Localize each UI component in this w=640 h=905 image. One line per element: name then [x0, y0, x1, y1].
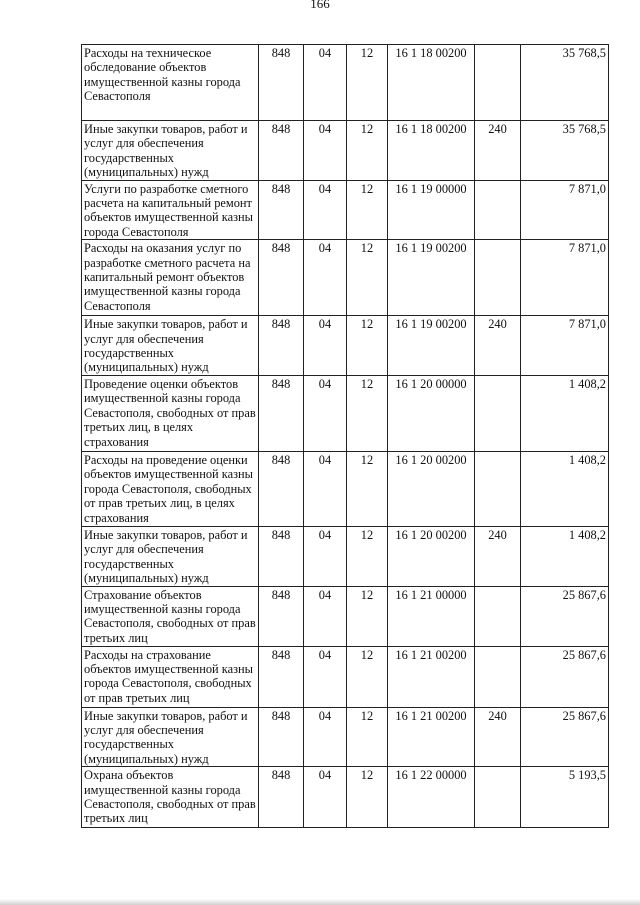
cell-subsection: 12 — [347, 375, 388, 451]
cell-subsection: 12 — [347, 316, 388, 376]
cell-target-article: 16 1 18 00200 — [388, 45, 475, 121]
cell-target-article: 16 1 20 00200 — [388, 451, 475, 526]
cell-expense-type: 240 — [475, 121, 521, 181]
table-row — [82, 121, 609, 181]
cell-subsection: 12 — [347, 707, 388, 767]
cell-name: Иные закупки товаров, работ и услуг для обеспечения государственных (муниципальных) нужд — [82, 526, 259, 586]
cell-section: 04 — [304, 526, 347, 586]
cell-expense-type — [475, 45, 521, 121]
table-row — [82, 45, 609, 121]
cell-ministry-code: 848 — [259, 375, 304, 451]
table-row — [82, 646, 609, 707]
cell-name: Иные закупки товаров, работ и услуг для обеспечения государственных (муниципальных) нужд — [82, 121, 259, 181]
cell-amount: 25 867,6 — [521, 707, 609, 767]
page-number: 166 — [310, 0, 330, 11]
cell-subsection: 12 — [347, 45, 388, 121]
cell-target-article: 16 1 21 00200 — [388, 707, 475, 767]
cell-expense-type — [475, 646, 521, 707]
table-row — [82, 180, 609, 240]
cell-ministry-code: 848 — [259, 240, 304, 316]
cell-target-article: 16 1 19 00200 — [388, 240, 475, 316]
cell-ministry-code: 848 — [259, 180, 304, 240]
cell-name: Расходы на проведение оценки объектов имущественной казны города Севастополя, свободных от прав третьих лиц, в целях страхования — [82, 451, 259, 526]
cell-expense-type — [475, 451, 521, 526]
cell-target-article: 16 1 22 00000 — [388, 767, 475, 828]
cell-target-article: 16 1 18 00200 — [388, 121, 475, 181]
cell-expense-type: 240 — [475, 526, 521, 586]
cell-target-article: 16 1 19 00200 — [388, 316, 475, 376]
cell-section: 04 — [304, 180, 347, 240]
cell-ministry-code: 848 — [259, 586, 304, 646]
cell-ministry-code: 848 — [259, 767, 304, 828]
cell-expense-type — [475, 375, 521, 451]
cell-ministry-code: 848 — [259, 646, 304, 707]
cell-amount: 25 867,6 — [521, 646, 609, 707]
cell-subsection: 12 — [347, 526, 388, 586]
cell-name: Расходы на страхование объектов имущественной казны города Севастополя, свободных от прав третьих лиц — [82, 646, 259, 707]
cell-amount: 1 408,2 — [521, 526, 609, 586]
cell-section: 04 — [304, 707, 347, 767]
table-row — [82, 586, 609, 646]
cell-amount: 7 871,0 — [521, 316, 609, 376]
cell-subsection: 12 — [347, 240, 388, 316]
table-row — [82, 526, 609, 586]
cell-amount: 35 768,5 — [521, 45, 609, 121]
cell-ministry-code: 848 — [259, 45, 304, 121]
cell-name: Иные закупки товаров, работ и услуг для обеспечения государственных (муниципальных) нужд — [82, 707, 259, 767]
cell-subsection: 12 — [347, 121, 388, 181]
cell-expense-type — [475, 767, 521, 828]
cell-ministry-code: 848 — [259, 707, 304, 767]
cell-amount: 25 867,6 — [521, 586, 609, 646]
cell-expense-type — [475, 180, 521, 240]
cell-section: 04 — [304, 451, 347, 526]
cell-section: 04 — [304, 240, 347, 316]
cell-ministry-code: 848 — [259, 316, 304, 376]
cell-name: Охрана объектов имущественной казны города Севастополя, свободных от прав третьих лиц — [82, 767, 259, 828]
cell-section: 04 — [304, 45, 347, 121]
cell-ministry-code: 848 — [259, 451, 304, 526]
cell-subsection: 12 — [347, 646, 388, 707]
cell-expense-type: 240 — [475, 316, 521, 376]
table-row — [82, 767, 609, 828]
cell-amount: 35 768,5 — [521, 121, 609, 181]
cell-section: 04 — [304, 316, 347, 376]
cell-name: Услуги по разработке сметного расчета на капитальный ремонт объектов имущественной казны города Севастополя — [82, 180, 259, 240]
cell-section: 04 — [304, 586, 347, 646]
cell-target-article: 16 1 19 00000 — [388, 180, 475, 240]
cell-expense-type: 240 — [475, 707, 521, 767]
cell-subsection: 12 — [347, 586, 388, 646]
table-row — [82, 316, 609, 376]
budget-table — [81, 44, 609, 828]
cell-target-article: 16 1 20 00200 — [388, 526, 475, 586]
table-row — [82, 707, 609, 767]
cell-name: Расходы на техническое обследование объектов имущественной казны города Севастополя — [82, 45, 259, 121]
cell-subsection: 12 — [347, 451, 388, 526]
table-row — [82, 240, 609, 316]
cell-section: 04 — [304, 646, 347, 707]
cell-target-article: 16 1 21 00000 — [388, 586, 475, 646]
cell-name: Страхование объектов имущественной казны города Севастополя, свободных от прав третьих лиц — [82, 586, 259, 646]
cell-ministry-code: 848 — [259, 121, 304, 181]
cell-amount: 1 408,2 — [521, 451, 609, 526]
cell-name: Иные закупки товаров, работ и услуг для обеспечения государственных (муниципальных) нужд — [82, 316, 259, 376]
cell-target-article: 16 1 21 00200 — [388, 646, 475, 707]
cell-section: 04 — [304, 121, 347, 181]
scan-edge — [0, 899, 640, 905]
cell-amount: 1 408,2 — [521, 375, 609, 451]
table-row — [82, 375, 609, 451]
cell-subsection: 12 — [347, 767, 388, 828]
cell-section: 04 — [304, 375, 347, 451]
cell-amount: 5 193,5 — [521, 767, 609, 828]
cell-amount: 7 871,0 — [521, 180, 609, 240]
cell-ministry-code: 848 — [259, 526, 304, 586]
cell-amount: 7 871,0 — [521, 240, 609, 316]
cell-expense-type — [475, 586, 521, 646]
cell-name: Расходы на оказания услуг по разработке сметного расчета на капитальный ремонт объектов имущественной казны города Севастополя — [82, 240, 259, 316]
cell-subsection: 12 — [347, 180, 388, 240]
cell-name: Проведение оценки объектов имущественной казны города Севастополя, свободных от прав третьих лиц, в целях страхования — [82, 375, 259, 451]
cell-expense-type — [475, 240, 521, 316]
table-row — [82, 451, 609, 526]
cell-section: 04 — [304, 767, 347, 828]
cell-target-article: 16 1 20 00000 — [388, 375, 475, 451]
